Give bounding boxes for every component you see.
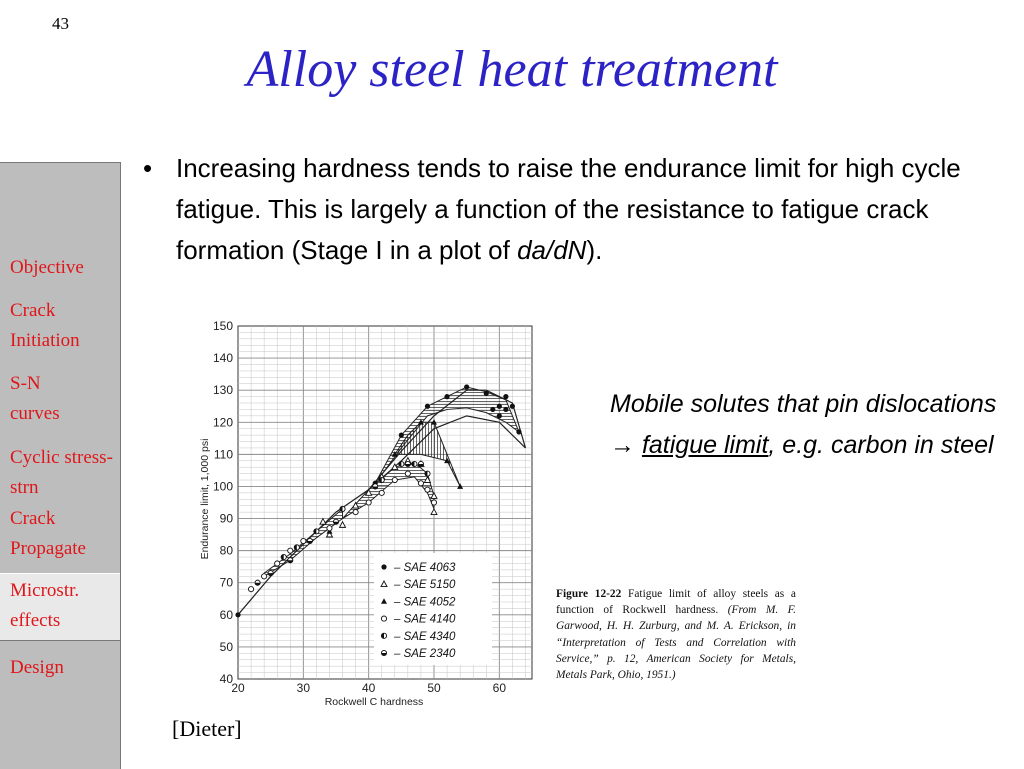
note-text-end: , e.g. carbon in steel — [768, 431, 994, 459]
y-tick-label: 150 — [212, 319, 233, 333]
sidebar-item-crack-propagate[interactable]: Crack Propagate — [10, 508, 86, 559]
marker-shape — [381, 616, 386, 621]
data-point-series-3 — [392, 477, 397, 482]
data-point-series-0 — [444, 394, 449, 399]
marker-shape — [444, 394, 449, 399]
side-note — [610, 384, 1010, 466]
data-point-series-3 — [418, 481, 423, 486]
data-point-series-1 — [320, 519, 326, 525]
data-point-series-5 — [333, 519, 338, 524]
sidebar-item-cyclic-stress-strain[interactable]: Cyclic stress-strn — [10, 447, 113, 498]
sidebar-item-design[interactable]: Design — [10, 657, 64, 678]
data-point-series-3 — [275, 561, 280, 566]
data-point-series-1 — [340, 522, 346, 528]
legend-marker — [381, 616, 386, 621]
marker-shape — [431, 500, 436, 505]
legend-label: – SAE 4063 — [394, 562, 456, 574]
marker-shape — [497, 413, 502, 418]
marker-shape — [484, 391, 489, 396]
sidebar-item-s-n-curves[interactable]: S-N curves — [10, 373, 60, 424]
data-point-series-1 — [431, 509, 437, 515]
marker-shape — [503, 394, 508, 399]
legend-marker — [381, 633, 386, 638]
legend-marker — [381, 650, 386, 655]
marker-shape — [320, 519, 326, 525]
marker-shape — [418, 481, 423, 486]
data-point-series-3 — [262, 574, 267, 579]
slide-number: 43 — [52, 14, 69, 33]
data-point-series-4 — [281, 554, 286, 559]
marker-shape — [464, 384, 469, 389]
marker-shape — [405, 471, 410, 476]
bullet-text — [176, 148, 996, 271]
data-point-series-3 — [248, 587, 253, 592]
bullet-text-main: Increasing hardness tends to raise the endurance limit for high cycle fatigue. This is largely a function of the resistance to fatigue crack formation (Stage I in a plot of — [176, 153, 961, 265]
data-point-series-3 — [353, 510, 358, 515]
marker-shape — [431, 509, 437, 515]
legend-label: – SAE 5150 — [394, 579, 456, 592]
x-tick-label: 40 — [361, 681, 376, 695]
y-tick-label: 90 — [219, 511, 233, 526]
marker-shape — [516, 429, 521, 434]
y-tick-label: 110 — [213, 447, 233, 462]
y-tick-label: 120 — [212, 415, 233, 430]
data-point-series-3 — [327, 526, 332, 531]
marker-shape — [366, 500, 371, 505]
data-point-series-5 — [288, 558, 293, 563]
marker-shape — [275, 561, 280, 566]
data-point-series-5 — [307, 538, 312, 543]
figure-caption — [556, 586, 796, 683]
legend-label: – SAE 2340 — [394, 648, 456, 660]
legend-label: – SAE 4140 — [394, 613, 456, 626]
fatigue-limit-link[interactable]: fatigue limit — [641, 431, 769, 459]
data-point-series-0 — [503, 394, 508, 399]
x-tick-label: 50 — [427, 681, 441, 695]
data-point-series-3 — [425, 487, 430, 492]
marker-shape — [235, 612, 240, 617]
data-point-series-5 — [405, 461, 410, 466]
data-point-series-5 — [255, 580, 260, 585]
data-point-series-0 — [503, 407, 508, 412]
data-point-series-4 — [412, 461, 417, 466]
marker-shape — [288, 548, 293, 553]
data-point-series-0 — [399, 433, 404, 438]
data-point-series-0 — [516, 429, 521, 434]
marker-shape — [381, 564, 386, 569]
marker-shape — [379, 490, 384, 495]
marker-shape — [262, 574, 267, 579]
marker-shape — [497, 404, 502, 409]
marker-shape — [425, 487, 430, 492]
note-text: Mobile solutes that pin dislocations — [610, 390, 997, 418]
marker-shape — [248, 587, 253, 592]
bullet-marker: • — [143, 153, 153, 183]
data-point-series-3 — [405, 471, 410, 476]
y-tick-label: 100 — [212, 479, 233, 494]
data-point-series-3 — [366, 500, 371, 505]
slide-title: Alloy steel heat treatment — [246, 41, 778, 98]
marker-shape — [425, 404, 430, 409]
data-point-series-3 — [301, 538, 306, 543]
data-point-series-5 — [268, 571, 273, 576]
chart-legend — [374, 553, 492, 665]
y-axis-label: Endurance limit, 1,000 psi — [199, 438, 211, 560]
fatigue-limit-chart — [196, 316, 546, 708]
x-tick-label: 20 — [231, 681, 245, 695]
y-tick-label: 70 — [219, 575, 233, 590]
marker-shape — [490, 407, 495, 412]
y-tick-label: 140 — [212, 351, 233, 366]
data-point-series-0 — [464, 384, 469, 389]
figure-citation: (From M. F. Garwood, H. H. Zurburg, and M. A. Erickson, in “Interpretation of Tests and Correlation with Service,” p. 12, American Society for Metals, Metals Park, Ohio, 1951.) — [556, 604, 796, 682]
y-tick-label: 130 — [212, 383, 233, 398]
data-point-series-5 — [373, 484, 378, 489]
data-point-series-3 — [379, 490, 384, 495]
sidebar-item-microstructure-effects[interactable]: Microstr. effects — [0, 573, 120, 641]
marker-shape — [392, 477, 397, 482]
data-point-series-4 — [399, 461, 404, 466]
sidebar-item-crack-initiation[interactable]: Crack Initiation — [10, 300, 80, 351]
y-tick-label: 40 — [219, 672, 233, 686]
legend-label: – SAE 4340 — [394, 630, 456, 643]
x-tick-label: 60 — [492, 681, 507, 695]
marker-shape — [327, 526, 332, 531]
marker-shape — [340, 522, 346, 528]
marker-shape — [510, 404, 515, 409]
data-point-series-0 — [497, 413, 502, 418]
sidebar-nav — [0, 162, 121, 769]
data-point-series-0 — [497, 404, 502, 409]
data-point-series-3 — [431, 500, 436, 505]
data-point-series-4 — [314, 529, 319, 534]
y-tick-label: 60 — [219, 607, 233, 622]
bullet-text-end: ). — [586, 235, 603, 265]
data-point-series-0 — [510, 404, 515, 409]
y-tick-label: 50 — [219, 639, 233, 654]
data-point-series-0 — [425, 404, 430, 409]
figure-label: Figure 12-22 — [556, 588, 622, 600]
chart-shaded-bands — [264, 387, 519, 576]
data-point-series-3 — [288, 548, 293, 553]
x-axis-label: Rockwell C hardness — [324, 696, 424, 708]
figure-text: Fatigue limit of alloy steels as a function of Rockwell hardness. — [556, 588, 796, 617]
bullet-text-italic: da/dN — [517, 235, 587, 265]
marker-shape — [301, 538, 306, 543]
data-point-series-5 — [418, 461, 423, 466]
marker-shape — [353, 510, 358, 515]
data-point-series-4 — [294, 545, 299, 550]
arrow-icon: → — [610, 431, 635, 459]
data-point-series-4 — [425, 471, 430, 476]
marker-shape — [399, 433, 404, 438]
legend-marker — [381, 564, 386, 569]
y-tick-label: 80 — [219, 543, 233, 558]
data-point-series-0 — [490, 407, 495, 412]
x-tick-label: 30 — [296, 681, 311, 695]
data-point-series-4 — [379, 477, 384, 482]
sidebar-item-objective[interactable]: Objective — [10, 257, 84, 278]
data-point-origin — [235, 612, 240, 617]
source-credit: [Dieter] — [172, 716, 242, 741]
data-point-series-0 — [484, 391, 489, 396]
data-point-series-4 — [340, 506, 345, 511]
marker-shape — [503, 407, 508, 412]
legend-label: – SAE 4052 — [394, 596, 456, 609]
